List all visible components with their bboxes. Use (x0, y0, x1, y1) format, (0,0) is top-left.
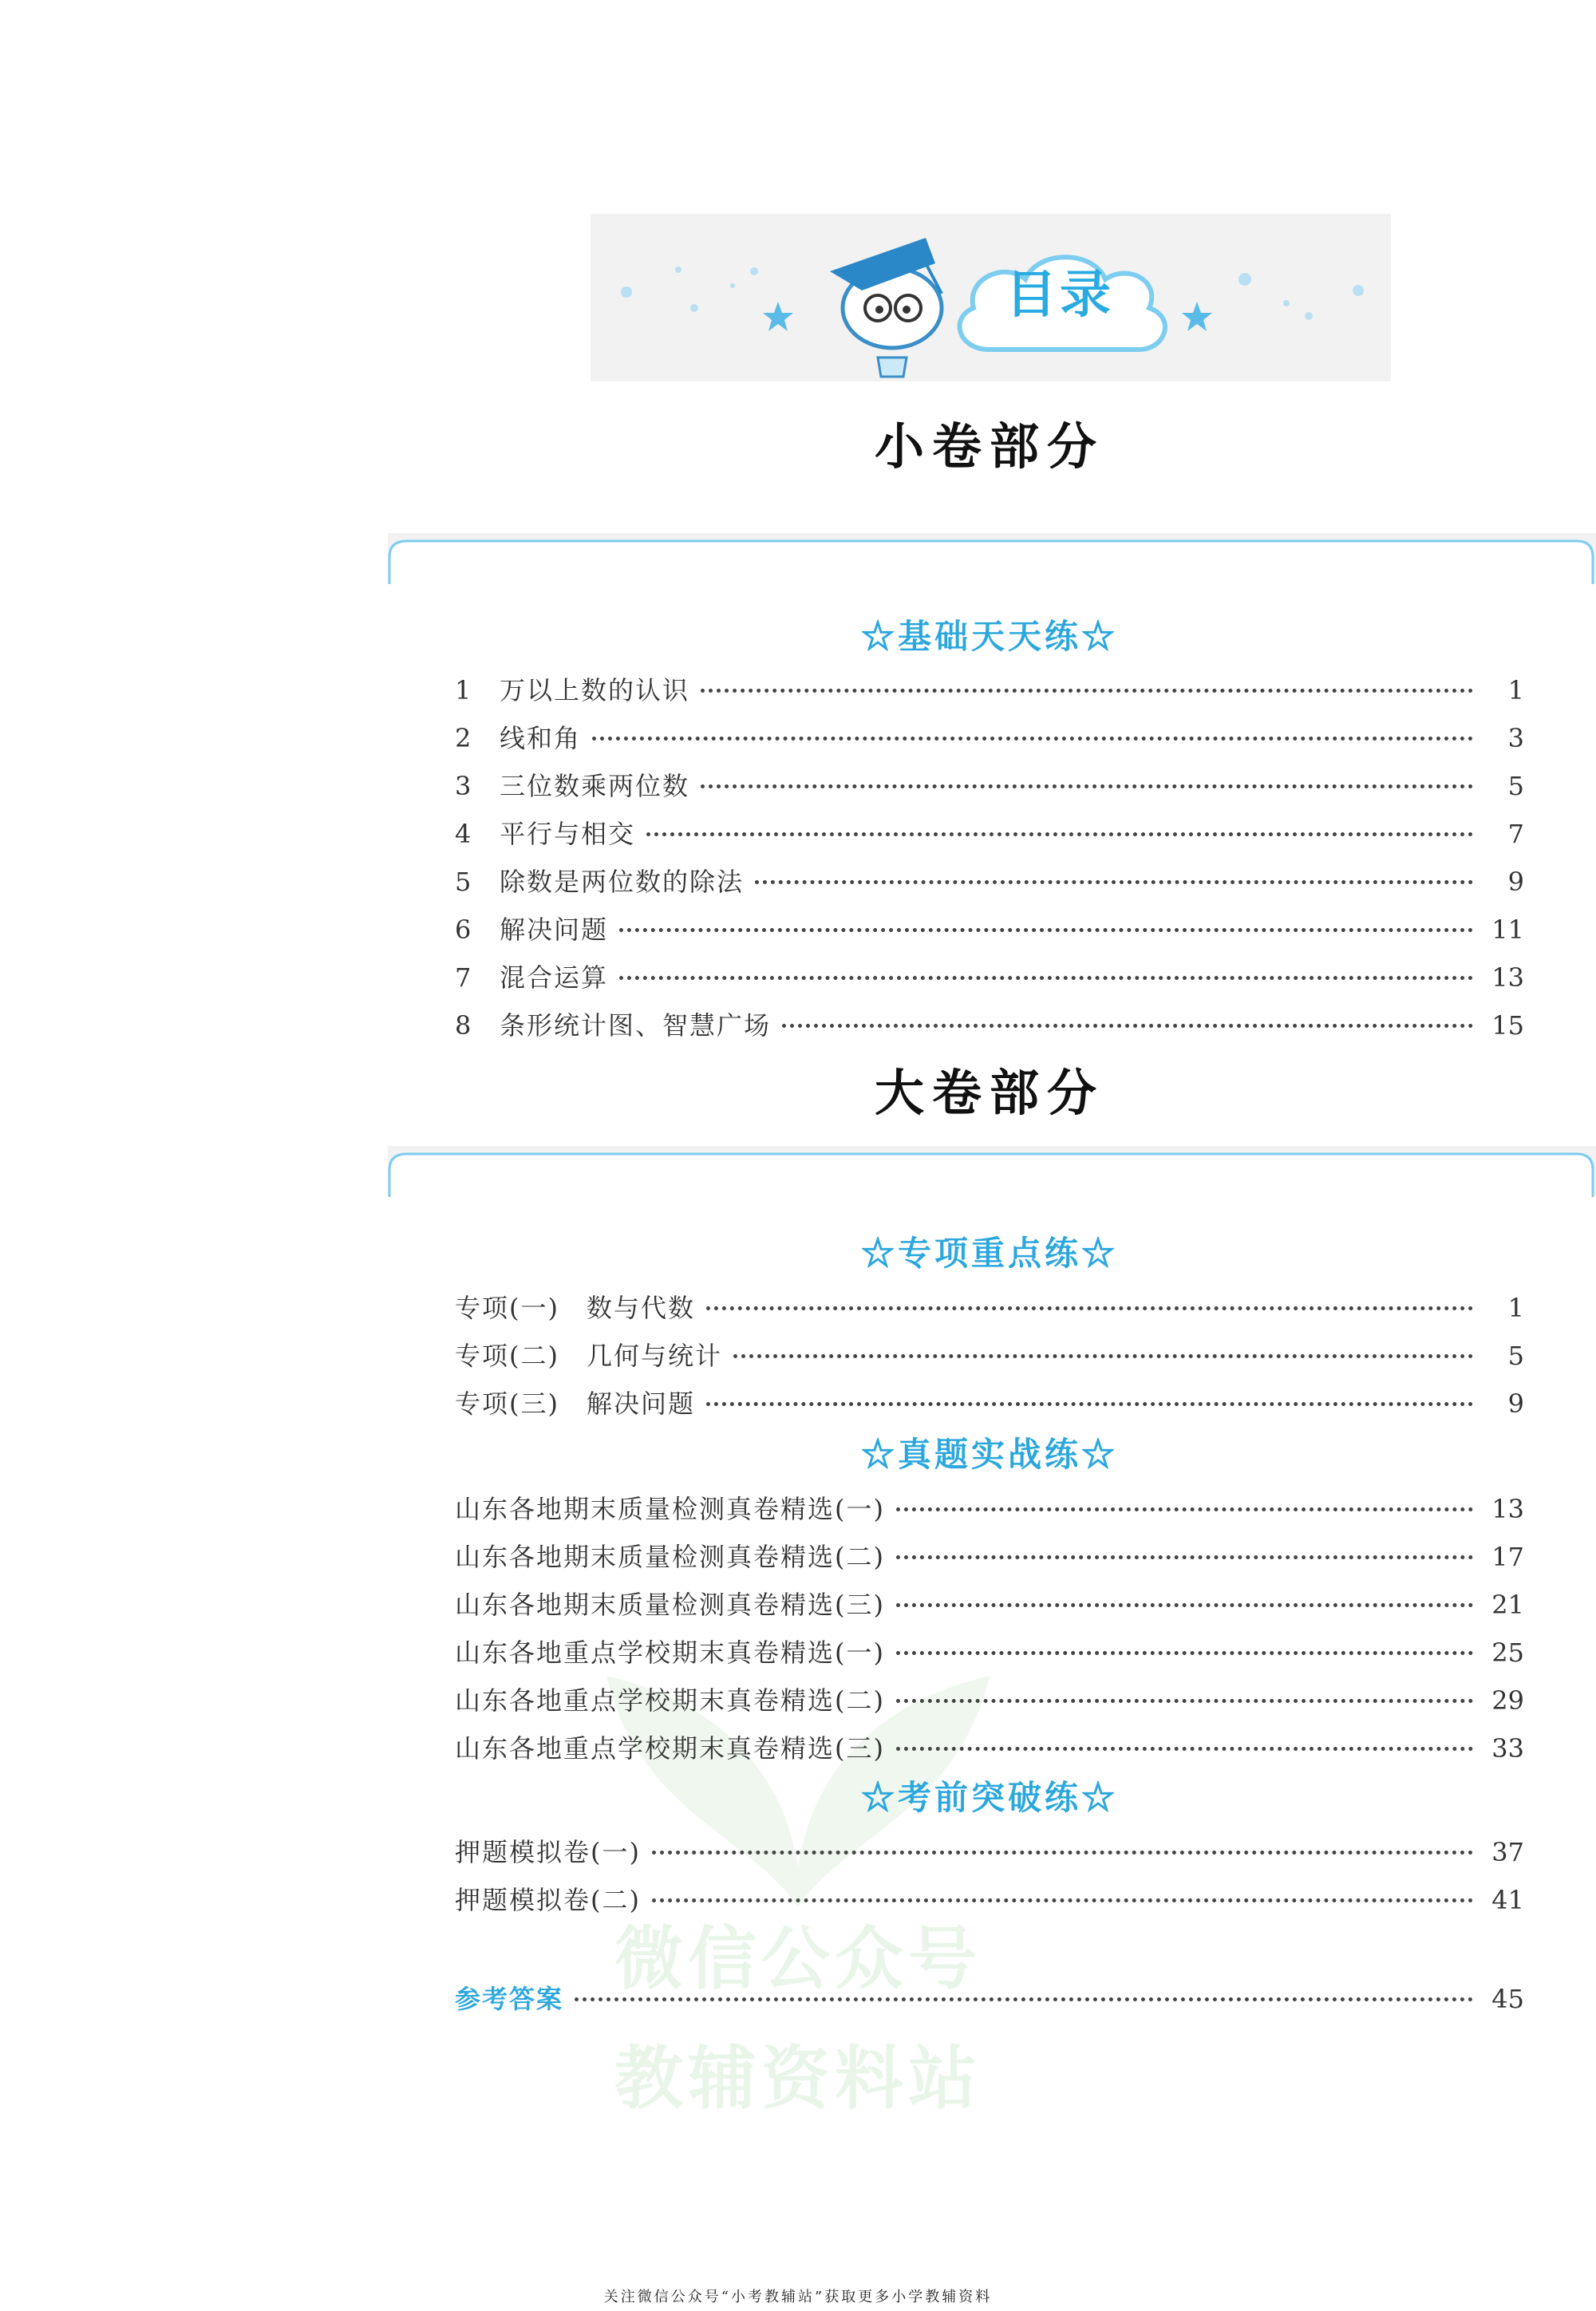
section-title: ☆真题实战练☆ (860, 1435, 1118, 1474)
toc-item-number: 6 (455, 915, 472, 945)
toc-leader (592, 737, 1473, 741)
section-tab-rule (388, 533, 1596, 589)
toc-label: 山东各地期末质量检测真卷精选(三) (455, 1590, 885, 1620)
toc-leader (619, 976, 1473, 980)
toc-leader (896, 1747, 1473, 1751)
toc-label: 条形统计图、智慧广场 (500, 1010, 772, 1041)
toc-page-number: 15 (1491, 1010, 1524, 1041)
toc-row[interactable] (455, 1633, 1524, 1671)
toc-label: 专项(二) 几何与统计 (455, 1341, 722, 1371)
toc-item-number: 1 (455, 675, 472, 705)
toc-page-number: 9 (1507, 867, 1524, 897)
toc-page-number: 37 (1491, 1837, 1524, 1867)
toc-label: 万以上数的认识 (500, 675, 690, 705)
toc-leader (701, 784, 1473, 788)
toc-label: 山东各地重点学校期末真卷精选(三) (455, 1733, 885, 1764)
toc-row[interactable] (455, 1681, 1524, 1719)
toc-page-number: 21 (1491, 1590, 1524, 1620)
toc-row[interactable] (455, 1336, 1524, 1374)
toc-leader (733, 1354, 1473, 1358)
toc-page-number: 13 (1491, 962, 1524, 993)
toc-page-number: 13 (1491, 1494, 1524, 1524)
toc-label: 三位数乘两位数 (500, 771, 690, 801)
section-tab-rule (388, 1146, 1596, 1202)
toc-label: 平行与相交 (500, 819, 636, 849)
toc-leader (646, 832, 1473, 836)
toc-item-number: 4 (455, 819, 472, 849)
watermark (559, 1899, 1037, 2139)
toc-row[interactable] (455, 862, 1524, 900)
part-title-large: 大卷部分 (874, 1064, 1104, 1122)
toc-leader (706, 1306, 1473, 1310)
toc-row-answers[interactable] (455, 1979, 1524, 2017)
watermark-line1: 微信公众号 (614, 1919, 982, 1999)
toc-leader (701, 689, 1473, 693)
toc-page-number: 29 (1491, 1685, 1524, 1716)
banner-title: 目录 (1005, 266, 1114, 325)
toc-page-number: 17 (1491, 1542, 1524, 1572)
toc-page-number: 9 (1507, 1389, 1524, 1419)
toc-row[interactable] (455, 1288, 1524, 1326)
toc-page-number: 5 (1507, 771, 1524, 801)
toc-row[interactable] (455, 1880, 1524, 1918)
toc-item-number: 5 (455, 867, 472, 897)
toc-item-number: 3 (455, 771, 472, 801)
toc-leader (755, 880, 1473, 884)
toc-label: 线和角 (500, 723, 582, 753)
toc-leader (896, 1603, 1473, 1607)
toc-page-number: 3 (1507, 723, 1524, 753)
toc-label: 混合运算 (500, 962, 609, 993)
toc-label: 除数是两位数的除法 (500, 867, 745, 897)
toc-page-number: 33 (1491, 1733, 1524, 1764)
toc-page-number: 41 (1491, 1885, 1524, 1915)
toc-item-number: 8 (455, 1010, 472, 1041)
toc-label: 专项(一) 数与代数 (455, 1293, 695, 1323)
toc-row[interactable] (455, 1384, 1524, 1422)
toc-row[interactable] (455, 814, 1524, 852)
toc-row[interactable] (455, 718, 1524, 757)
toc-page-number: 1 (1507, 675, 1524, 705)
toc-item-number: 7 (455, 962, 472, 993)
toc-label: 山东各地重点学校期末真卷精选(二) (455, 1685, 885, 1716)
toc-page-number: 45 (1491, 1984, 1524, 2014)
toc-label: 押题模拟卷(一) (455, 1837, 641, 1867)
toc-label: 押题模拟卷(二) (455, 1885, 641, 1915)
toc-leader (896, 1507, 1473, 1511)
toc-leader (706, 1402, 1473, 1406)
toc-row[interactable] (455, 1728, 1524, 1767)
toc-page-number: 25 (1491, 1637, 1524, 1668)
part-title-small: 小卷部分 (874, 417, 1104, 476)
toc-page-number: 11 (1491, 915, 1524, 945)
footer-note: 关注微信公众号“小考教辅站”获取更多小学教辅资料 (603, 2289, 993, 2305)
toc-label: 解决问题 (500, 915, 609, 945)
toc-label: 山东各地期末质量检测真卷精选(二) (455, 1542, 885, 1572)
toc-row[interactable] (455, 1489, 1524, 1527)
toc-leader (652, 1898, 1473, 1902)
toc-row[interactable] (455, 766, 1524, 804)
toc-label: 山东各地重点学校期末真卷精选(一) (455, 1637, 885, 1668)
mascot-icon (830, 238, 942, 377)
toc-row[interactable] (455, 1537, 1524, 1575)
toc-leader (575, 1997, 1473, 2001)
toc-page-number: 7 (1507, 819, 1524, 849)
section-title: ☆专项重点练☆ (860, 1234, 1118, 1273)
toc-leader (896, 1651, 1473, 1655)
toc-page-number: 1 (1507, 1293, 1524, 1323)
toc-leader (896, 1699, 1473, 1703)
toc-leader (652, 1851, 1473, 1855)
toc-label: 山东各地期末质量检测真卷精选(一) (455, 1494, 885, 1524)
toc-leader (782, 1024, 1473, 1028)
toc-page-number: 5 (1507, 1341, 1524, 1371)
toc-row[interactable] (455, 1005, 1524, 1044)
watermark-line2: 教辅资料站 (614, 2039, 982, 2119)
toc-row[interactable] (455, 958, 1524, 996)
toc-label: 专项(三) 解决问题 (455, 1389, 695, 1419)
toc-row[interactable] (455, 910, 1524, 948)
section-title-basic: ☆基础天天练☆ (860, 617, 1118, 656)
section-title: ☆考前突破练☆ (860, 1778, 1118, 1817)
toc-leader (619, 928, 1473, 932)
toc-row[interactable] (455, 1585, 1524, 1623)
toc-item-number: 2 (455, 723, 472, 753)
toc-row[interactable] (455, 1832, 1524, 1871)
toc-label: 参考答案 (455, 1984, 564, 2014)
toc-leader (896, 1555, 1473, 1559)
toc-row[interactable] (455, 670, 1524, 709)
